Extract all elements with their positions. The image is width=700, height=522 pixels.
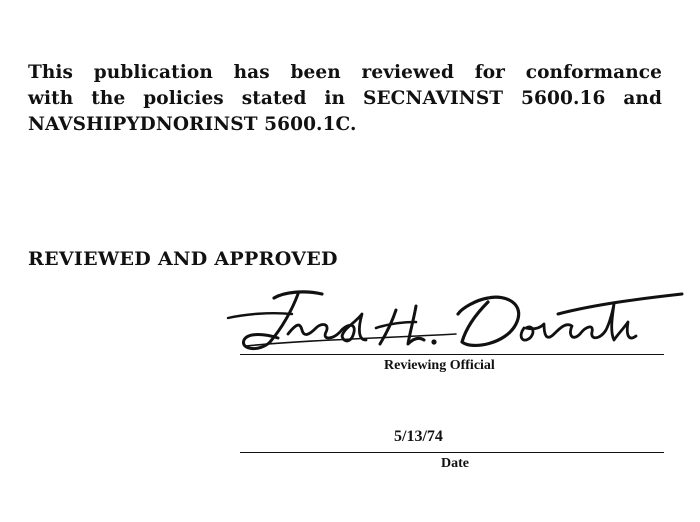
date-caption: Date [441, 456, 469, 471]
review-statement [28, 60, 662, 138]
handwritten-signature [226, 284, 686, 360]
approval-heading: REVIEWED AND APPROVED [28, 248, 338, 270]
statement-line-1: This publication has been reviewed for conformance [28, 62, 662, 83]
review-date-value: 5/13/74 [394, 428, 443, 445]
reviewing-official-signature-line [240, 354, 664, 355]
statement-line-3: NAVSHIPYDNORINST 5600.1C. [28, 114, 357, 135]
date-line [240, 452, 664, 453]
reviewing-official-caption: Reviewing Official [384, 358, 495, 373]
statement-line-2: with the policies stated in SECNAVINST 5600.16 and [28, 88, 662, 109]
